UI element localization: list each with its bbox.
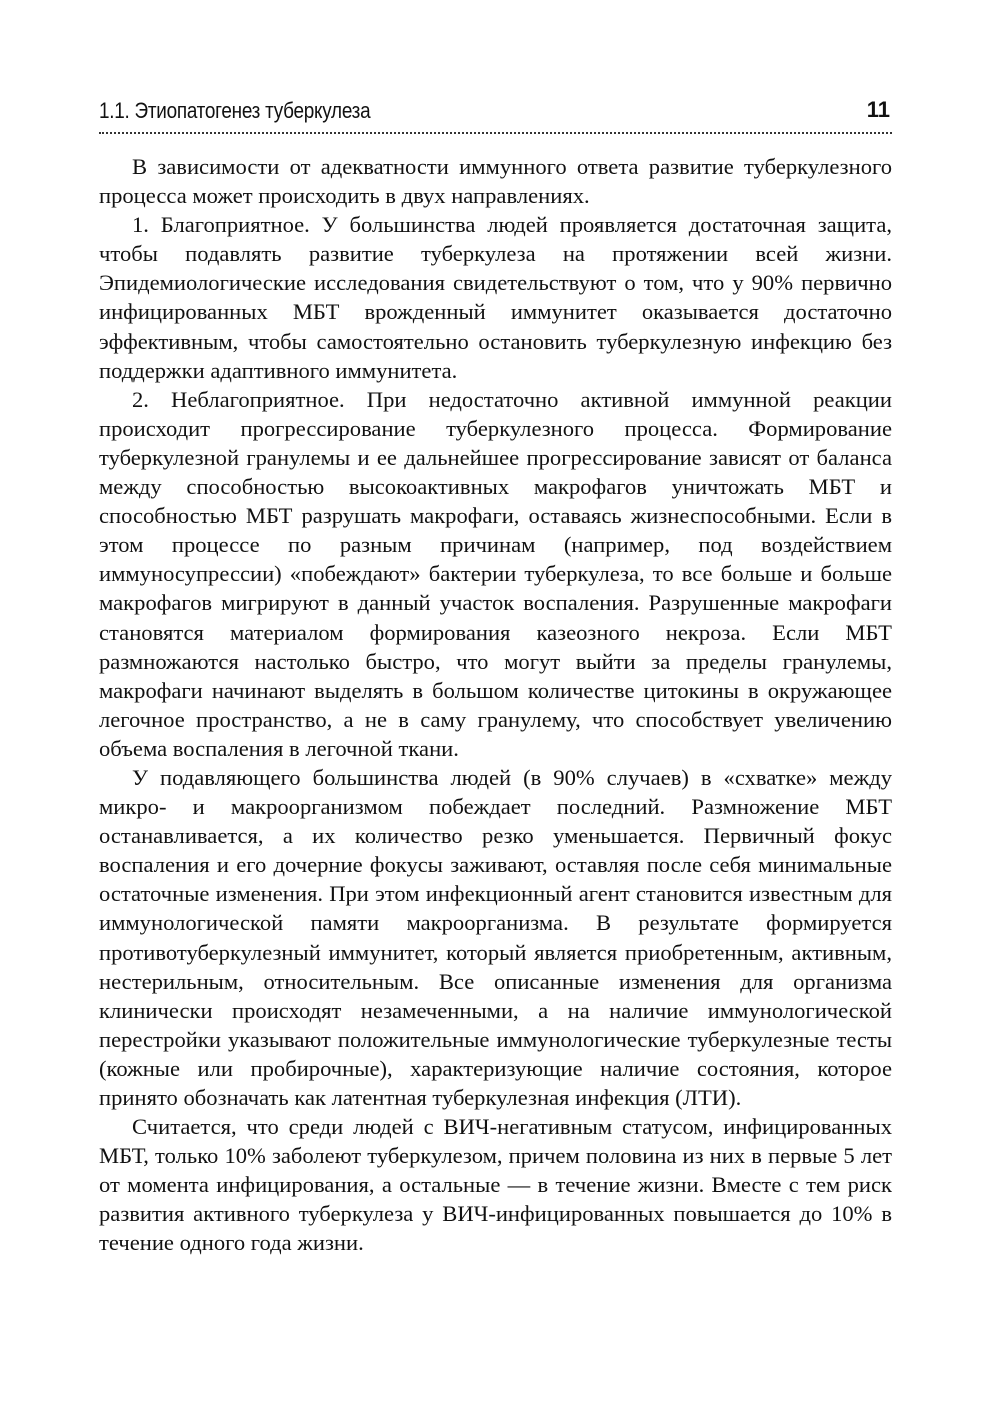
page-number: 11	[866, 97, 890, 122]
paragraph-majority-outcome: У подавляющего большинства людей (в 90% случаев) в «схватке» между микро- и макроорганизмом побеждает последний. Размножение МБТ останавливается, а их количество резко уменьшается. Первичный фокус воспаления и его дочерние фокусы заживают, оставляя после себя минимальные остаточные изменения. При этом инфекционный агент становится известным для иммунологической памяти макроорганизма. В результате формируется противотуберкулезный иммунитет, который является приобретенным, активным, нестерильным, относительным. Все описанные изменения для организма клинически происходят незамеченными, а на наличие иммунологической перестройки указывают положительные иммунологические туберкулезные тесты (кожные или пробирочные), характеризующие наличие состояния, которое принято обозначать как латентная туберкулезная инфекция (ЛТИ).	[99, 764, 892, 1110]
paragraph-unfavorable: 2. Неблагоприятное. При недостаточно активной иммунной реакции происходит прогрессирование туберкулезного процесса. Формирование туберкулезной гранулемы и ее дальнейшее прогрессирование зависят от баланса между способностью высокоактивных макрофагов уничтожать МБТ и способностью МБТ разрушать макрофаги, оставаясь жизнеспособными. Если в этом процессе по разным причинам (например, под воздействием иммуносупрессии) «побеждают» бактерии туберкулеза, то все больше и больше макрофагов мигрируют в данный участок воспаления. Разрушенные макрофаги становятся материалом формирования казеозного некроза. Если МБТ размножаются настолько быстро, что могут выйти за пределы гранулемы, макрофаги начинают выделять в большом количестве цитокины в окружающее легочное пространство, а не в саму гранулему, что способствует увеличению объема воспаления в легочной ткани.	[99, 386, 892, 761]
paragraph-intro: В зависимости от адекватности иммунного ответа развитие туберкулезного процесса может происходить в двух направлениях.	[99, 154, 892, 209]
paragraph-favorable: 1. Благоприятное. У большинства людей проявляется достаточная защита, чтобы подавлять развитие туберкулеза на протяжении всей жизни. Эпидемиологические исследования свидетельствуют о том, что у 90% первично инфицированных МБТ врожденный иммунитет оказывается достаточно эффективным, чтобы самостоятельно остановить туберкулезную инфекцию без поддержки адаптивного иммунитета.	[99, 212, 892, 383]
running-header	[99, 96, 892, 134]
section-title: 1.1. Этиопатогенез туберкулеза	[99, 98, 371, 123]
body-text	[99, 152, 892, 1258]
paragraph-hiv-risk: Считается, что среди людей с ВИЧ-негативным статусом, инфицированных МБТ, только 10% заболеют туберкулезом, причем половина из них в первые 5 лет от момента инфицирования, а остальные — в течение жизни. Вместе с тем риск развития активного туберкулеза у ВИЧ-инфицированных повышается до 10% в течение одного года жизни.	[99, 1114, 892, 1256]
